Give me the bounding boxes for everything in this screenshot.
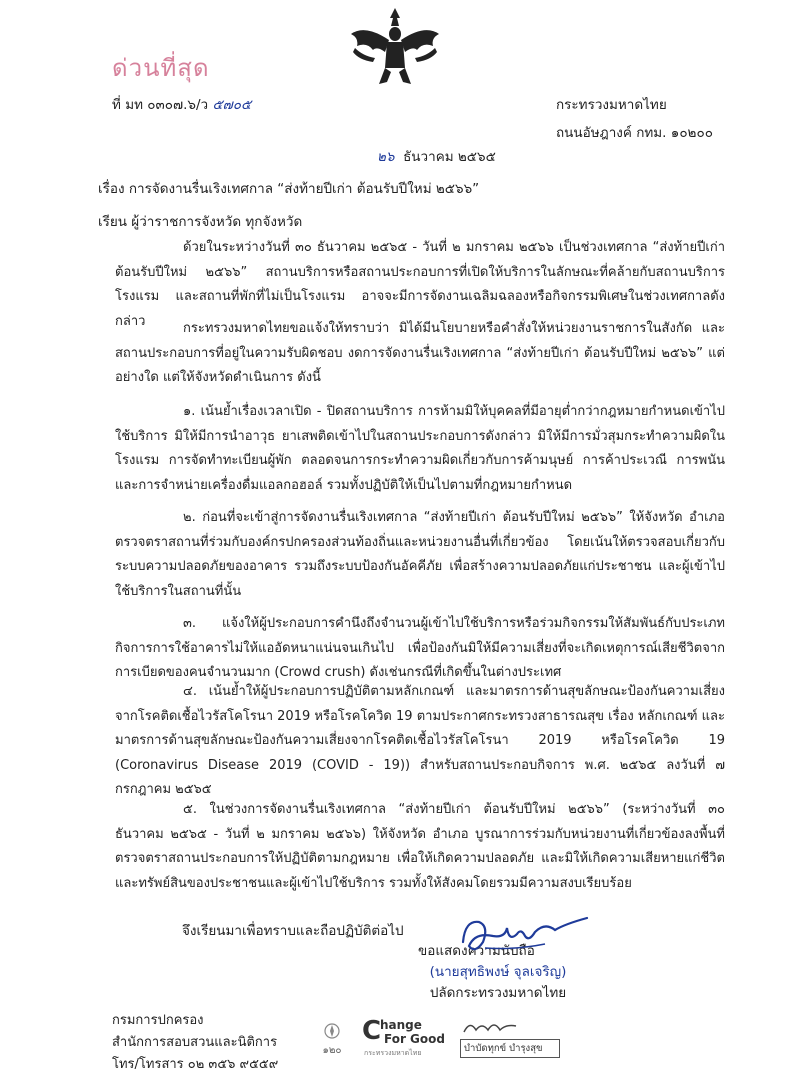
ministry-name: กระทรวงมหาดไทย	[556, 97, 667, 113]
anniversary-logo	[308, 1022, 356, 1058]
item-5: ๕. ในช่วงการจัดงานรื่นเริงเทศกาล “ส่งท้ายปีเก่า ต้อนรับปีใหม่ ๒๕๖๖” (ระหว่างวันที่ ๓๐ ธันวาคม ๒๕๖๕ - วันที่ ๒ มกราคม ๒๕๖๖) ให้จังหวัด อำเภอ บูรณาการร่วมกับหน่วยงานที่เกี่ยวข้องลงพื้นที่ตรวจตราสถานประกอบการให้ปฏิบัติตามกฎหมาย เพื่อให้เกิดความปลอดภัย และมิให้เกิดความเสียหายแก่ชีวิตและทรัพย์สินของประชาชนและผู้เข้าไปใช้บริการ รวมทั้งให้สังคมโดยรวมมีความสงบเรียบร้อย	[115, 802, 725, 891]
signer-title: ปลัดกระทรวงมหาดไทย	[429, 985, 567, 1001]
signer-name: (นายสุทธิพงษ์ จุลเจริญ)	[429, 964, 567, 980]
item-1: ๑. เน้นย้ำเรื่องเวลาเปิด - ปิดสถานบริการ การห้ามมิให้บุคคลที่มีอายุต่ำกว่ากฎหมายกำหนดเข้าไปใช้บริการ มิให้มีการนำอาวุธ ยาเสพติดเข้าไปในสถานประกอบการดังกล่าว มิให้มีการมั่วสุมกระทำความผิดในโรงแรม การจัดทำทะเบียนผู้พัก ตลอดจนการกระทำความผิดเกี่ยวกับการค้ามนุษย์ การค้าประเวณี การพนัน และการจำหน่ายเครื่องดื่มแอลกอฮอล์ รวมทั้งปฏิบัติให้เป็นไปตามที่กฎหมายกำหนด	[115, 404, 725, 493]
ministry-address: ถนนอัษฎางค์ กทม. ๑๐๒๐๐	[556, 125, 713, 141]
change-logo-c: C	[362, 1016, 382, 1046]
subject-line: เรื่อง การจัดงานรื่นเริงเทศกาล “ส่งท้ายปีเก่า ต้อนรับปีใหม่ ๒๕๖๖”	[98, 181, 480, 197]
paragraph-policy: กระทรวงมหาดไทยขอแจ้งให้ทราบว่า มิได้มีนโยบายหรือคำสั่งให้หน่วยงานราชการในสังกัด และสถานประกอบการที่อยู่ในความรับผิดชอบ งดการจัดงานรื่นเริงเทศกาล “ส่งท้ายปีเก่า ต้อนรับปีใหม่ ๒๕๖๖” แต่อย่างใด แต่ให้จังหวัดดำเนินการ ดังนี้	[115, 321, 725, 385]
document-date	[377, 148, 496, 166]
anniversary-emblem-icon	[312, 1022, 352, 1040]
handwritten-signature	[445, 908, 595, 963]
item-3: ๓. แจ้งให้ผู้ประกอบการคำนึงถึงจำนวนผู้เข้าไปใช้บริการหรือร่วมกิจกรรมให้สัมพันธ์กับประเภทกิจการการใช้อาคารไม่ให้แออัดหนาแน่นจนเกินไป เพื่อป้องกันมิให้มีความเสี่ยงที่จะเกิดเหตุการณ์เสียชีวิตจากการเบียดของคนจำนวนมาก (Crowd crush) ดังเช่นกรณีที่เกิดขึ้นในต่างประเทศ	[115, 616, 725, 680]
closing-line: จึงเรียนมาเพื่อทราบและถือปฏิบัติต่อไป	[182, 923, 404, 939]
item-2: ๒. ก่อนที่จะเข้าสู่การจัดงานรื่นเริงเทศกาล “ส่งท้ายปีเก่า ต้อนรับปีใหม่ ๒๕๖๖” ให้จังหวัด อำเภอ ตรวจตราสถานที่ร่วมกับองค์กรปกครองส่วนท้องถิ่นและหน่วยงานอื่นที่เกี่ยวข้อง โดยเน้นให้ตรวจสอบเกี่ยวกับระบบความปลอดภัยของอาคาร รวมถึงระบบป้องกันอัคคีภัย เพื่อสร้างความปลอดภัยแก่ประชาชน และผู้เข้าไปใช้บริการในสถานที่นั้น	[115, 510, 725, 599]
document-number-prefix: ที่ มท ๐๓๐๗.๖/ว	[112, 97, 209, 113]
document-number-handwritten: ๕๗๐๕	[212, 97, 252, 113]
document-number	[112, 96, 251, 114]
ministry-motto-logo	[460, 1018, 560, 1058]
footer-phone: โทร/โทรสาร ๐๒ ๓๕๖ ๙๕๕๙	[112, 1057, 279, 1072]
change-logo-line1: hange	[380, 1018, 422, 1032]
item-4: ๔. เน้นย้ำให้ผู้ประกอบการปฏิบัติตามหลักเกณฑ์ และมาตรการด้านสุขลักษณะป้องกันความเสี่ยงจากโรคติดเชื้อไวรัสโคโรนา 2019 หรือโรคโควิด 19 ตามประกาศกระทรวงสาธารณสุข เรื่อง หลักเกณฑ์ และมาตรการด้านสุขลักษณะป้องกันความเสี่ยงจากโรคติดเชื้อไวรัสโคโรนา 2019 หรือโรคโควิด 19 (Coronavirus Disease 2019 (COVID - 19)) สำหรับสถานประกอบกิจการ พ.ศ. ๒๕๖๕ ลงวันที่ ๗ กรกฎาคม ๒๕๖๕	[115, 684, 725, 797]
motto-script-icon	[460, 1018, 520, 1036]
date-day: ๒๖	[377, 149, 395, 165]
motto-text: บำบัดทุกข์ บำรุงสุข	[460, 1039, 560, 1058]
ministry-address-block	[556, 96, 713, 142]
footer-department: กรมการปกครอง	[112, 1013, 204, 1028]
paragraph-intro: ด้วยในระหว่างวันที่ ๓๐ ธันวาคม ๒๕๖๕ - วันที่ ๒ มกราคม ๒๕๖๖ เป็นช่วงเทศกาล “ส่งท้ายปีเก่า ต้อนรับปีใหม่ ๒๕๖๖” สถานบริการหรือสถานประกอบการที่เปิดให้บริการในลักษณะที่คล้ายกับสถานบริการ โรงแรม และสถานที่พักที่ไม่เป็นโรงแรม อาจจะมีการจัดงานเฉลิมฉลองหรือกิจกรรมพิเศษในช่วงเทศกาลดังกล่าว	[115, 240, 725, 329]
change-for-good-logo	[362, 1014, 452, 1058]
footer-contact	[112, 1010, 278, 1076]
change-logo-line2: For Good	[384, 1032, 445, 1046]
sign-off: ขอแสดงความนับถือ	[418, 943, 535, 959]
garuda-emblem-icon	[345, 4, 445, 90]
addressee-line: เรียน ผู้ว่าราชการจังหวัด ทุกจังหวัด	[98, 214, 303, 230]
change-logo-sub: กระทรวงมหาดไทย	[364, 1049, 422, 1057]
anniversary-logo-text: ๑๒๐	[322, 1045, 342, 1056]
urgent-stamp: ด่วนที่สุด	[112, 54, 210, 82]
date-month-year: ธันวาคม ๒๕๖๕	[403, 149, 496, 165]
footer-division: สำนักการสอบสวนและนิติการ	[112, 1035, 278, 1050]
